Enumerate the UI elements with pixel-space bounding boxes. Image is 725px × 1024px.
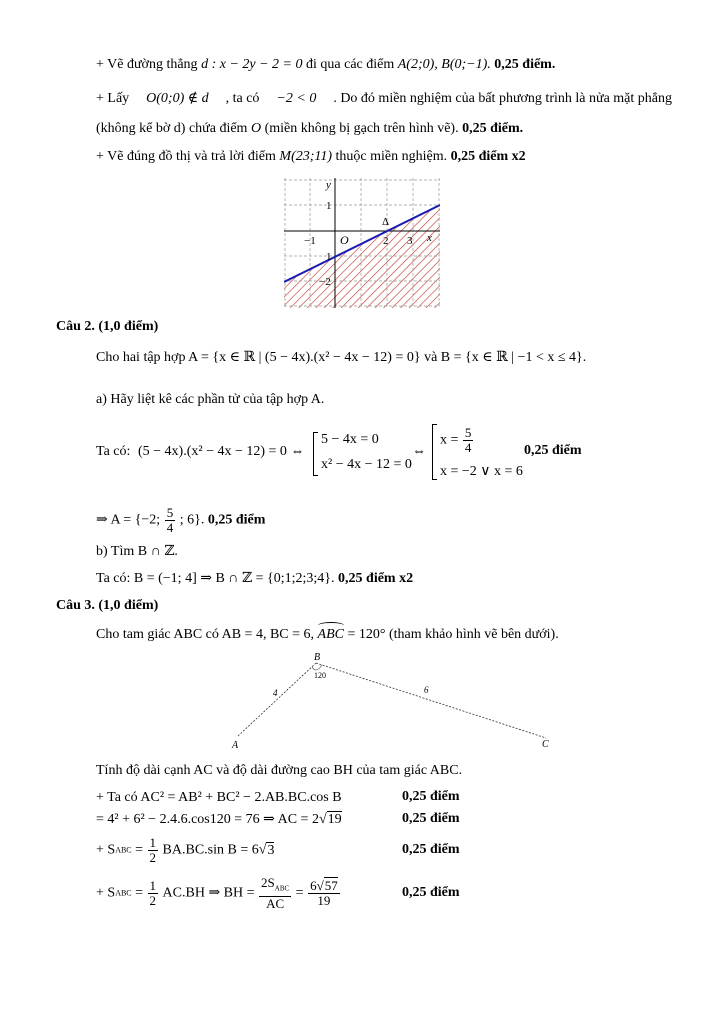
score-label: 0,25 điểm. (494, 57, 556, 72)
math-expr: AC.BH ⇒ BH = (162, 885, 255, 901)
given-text: Cho tam giác ABC có AB = 4, BC = 6, (96, 627, 315, 642)
q3-line-1: + Ta có AC² = AB² + BC² − 2.AB.BC.cos B (96, 790, 342, 805)
intro-text: (không kể bờ d) chứa điểm (96, 121, 248, 136)
fraction (259, 876, 291, 911)
score-a1: 0,25 điểm (524, 443, 582, 458)
score-q3-2: 0,25 điểm (402, 811, 460, 826)
intro-text: + Vẽ đúng đồ thị và trả lời điểm (96, 149, 276, 164)
math-expr: + S (96, 842, 116, 858)
q2-part-a: a) Hãy liệt kê các phần tử của tập hợp A. (96, 392, 325, 407)
inequality-graph (284, 178, 440, 308)
hatched-region (284, 205, 440, 308)
y-axis-label: y (326, 179, 331, 191)
q2-ta-co: Ta có: (96, 444, 131, 459)
tick-y-1: 1 (326, 200, 332, 212)
q2-result (96, 506, 265, 535)
sqrt-arg: 3 (267, 842, 275, 858)
q2-part-b: b) Tìm B ∩ ℤ. (96, 544, 178, 559)
intro-text: thuộc miền nghiệm. (335, 149, 448, 164)
q2-title: Câu 2. (1,0 điểm) (56, 319, 159, 334)
tick-x-3: 3 (407, 235, 413, 247)
tick-y-minus2: −2 (319, 276, 331, 288)
iff-symbol: ⇔ (412, 444, 426, 459)
result-left: ⇒ A = {−2; (96, 512, 161, 528)
math-expr: = 4² + 6² − 2.4.6.cos120 = 76 ⇒ AC = 2 (96, 812, 319, 827)
q3-line-3: + SABC = $\frac{1}{2}$ BA.BC.sin B = 6√3 (96, 835, 275, 865)
q3-line-4 (96, 876, 341, 911)
score-q3-4: 0,25 điểm (402, 885, 460, 900)
fraction (148, 836, 159, 865)
origin-label: O (340, 233, 349, 247)
subscript: ABC (115, 845, 132, 855)
numerator: 1 (149, 835, 157, 850)
sys2-eq-a (440, 426, 474, 455)
sys1-eq-a: 5 − 4x = 0 (321, 432, 379, 447)
intro-text: đi qua các điểm (306, 57, 395, 72)
system-bracket-2 (432, 424, 437, 480)
score-q3-3: 0,25 điểm (402, 842, 460, 857)
denominator: 2 (149, 892, 157, 908)
intro-line-1 (96, 56, 555, 74)
vertex-b: B (314, 652, 321, 663)
intro-text: + Vẽ đường thẳng (96, 57, 198, 72)
numerator: 2S (261, 875, 275, 890)
fraction (148, 879, 159, 908)
q3-line-2: = 4² + 6² − 2.4.6.cos120 = 76 ⇒ AC = 2√19 (96, 812, 342, 827)
denominator: 2 (149, 850, 157, 865)
tick-x-minus1: −1 (304, 235, 316, 247)
side-ab (238, 663, 316, 736)
q2-given: Cho hai tập hợp A = {x ∈ ℝ | (5 − 4x).(x² − 4x − 12) = 0} và B = {x ∈ ℝ | −1 < x ≤ 4}. (96, 350, 587, 365)
q2-part-b-answer (96, 570, 413, 588)
q2-eq-main: (5 − 4x).(x² − 4x − 12) = 0 ⇔ (138, 444, 305, 459)
math-expr: O(0;0) ∉ d (146, 91, 209, 106)
fraction (165, 506, 176, 535)
math-expr: + S (96, 885, 116, 901)
denominator: 4 (166, 520, 174, 535)
intro-line-3 (96, 120, 523, 138)
math-expr: −2 < 0 (276, 91, 317, 106)
denominator: 19 (317, 892, 331, 908)
intro-text: , ta có (225, 91, 260, 106)
q3-task: Tính độ dài cạnh AC và độ dài đường cao BH của tam giác ABC. (96, 763, 463, 778)
numerator: 6 (310, 877, 317, 893)
math-expr: M(23;11) (279, 149, 333, 164)
given-text: = 120° (tham khảo hình vẽ bên dưới). (347, 627, 559, 642)
intro-line-4 (96, 148, 526, 166)
vertex-c: C (542, 739, 549, 750)
sys1-eq-b: x² − 4x − 12 = 0 (321, 457, 412, 472)
numerator: 1 (149, 877, 157, 893)
math-expr: = (135, 885, 144, 901)
math-expr: = (295, 885, 304, 901)
math-expr: O (250, 121, 262, 136)
line-label: Δ (382, 216, 390, 228)
math-expr: = (135, 842, 144, 858)
denominator: AC (266, 895, 285, 911)
points-text: A(2;0), B(0;−1). (397, 57, 491, 72)
system-bracket-1 (313, 432, 318, 476)
numerator: 5 (166, 505, 174, 520)
line-equation: d : x − 2y − 2 = 0 (201, 57, 303, 72)
sys2-eq-b: x = −2 ∨ x = 6 (440, 464, 523, 479)
q3-given (96, 626, 559, 644)
fraction: $\frac{6√57}{19}$ (310, 877, 338, 908)
side-bc (316, 663, 546, 738)
fraction (463, 426, 474, 455)
sqrt-arg: 57 (324, 877, 338, 893)
subscript: ABC (115, 888, 132, 898)
score-label: 0,25 điểm x2 (338, 571, 414, 586)
result-right: ; 6}. (179, 512, 205, 528)
score-label: 0,25 điểm (207, 512, 266, 528)
numerator: 5 (464, 425, 472, 440)
angle-label: ABC (317, 627, 344, 642)
score-label: 0,25 điểm x2 (450, 149, 526, 164)
tick-y-minus1: 1 (326, 251, 332, 263)
denominator: 4 (464, 440, 472, 455)
subscript: ABC (274, 884, 290, 893)
vertex-a: A (232, 740, 239, 750)
q3-title: Câu 3. (1,0 điểm) (56, 598, 159, 613)
triangle-figure (228, 650, 558, 750)
tick-x-2: 2 (383, 235, 389, 247)
angle-label: 120 (314, 671, 326, 680)
sqrt-arg: 19 (327, 812, 342, 827)
side-ab-label: 4 (273, 688, 278, 698)
score-label: 0,25 điểm. (462, 121, 524, 136)
score-q3-1: 0,25 điểm (402, 789, 460, 804)
intro-text: . Do đó miền nghiệm của bất phương trình là nửa mặt phẳng (333, 91, 672, 106)
x-axis-label: x (427, 232, 432, 244)
intro-text: (miền không bị gạch trên hình vẽ). (264, 121, 459, 136)
math-expr: BA.BC.sin B = 6 (162, 842, 259, 858)
intro-text: + Lấy (96, 91, 130, 106)
answer-text: Ta có: B = (−1; 4] ⇒ B ∩ ℤ = {0;1;2;3;4}. (96, 571, 335, 586)
sys2-eq-a-left: x = (440, 432, 459, 448)
intro-line-2 (96, 90, 672, 108)
side-bc-label: 6 (424, 685, 429, 695)
